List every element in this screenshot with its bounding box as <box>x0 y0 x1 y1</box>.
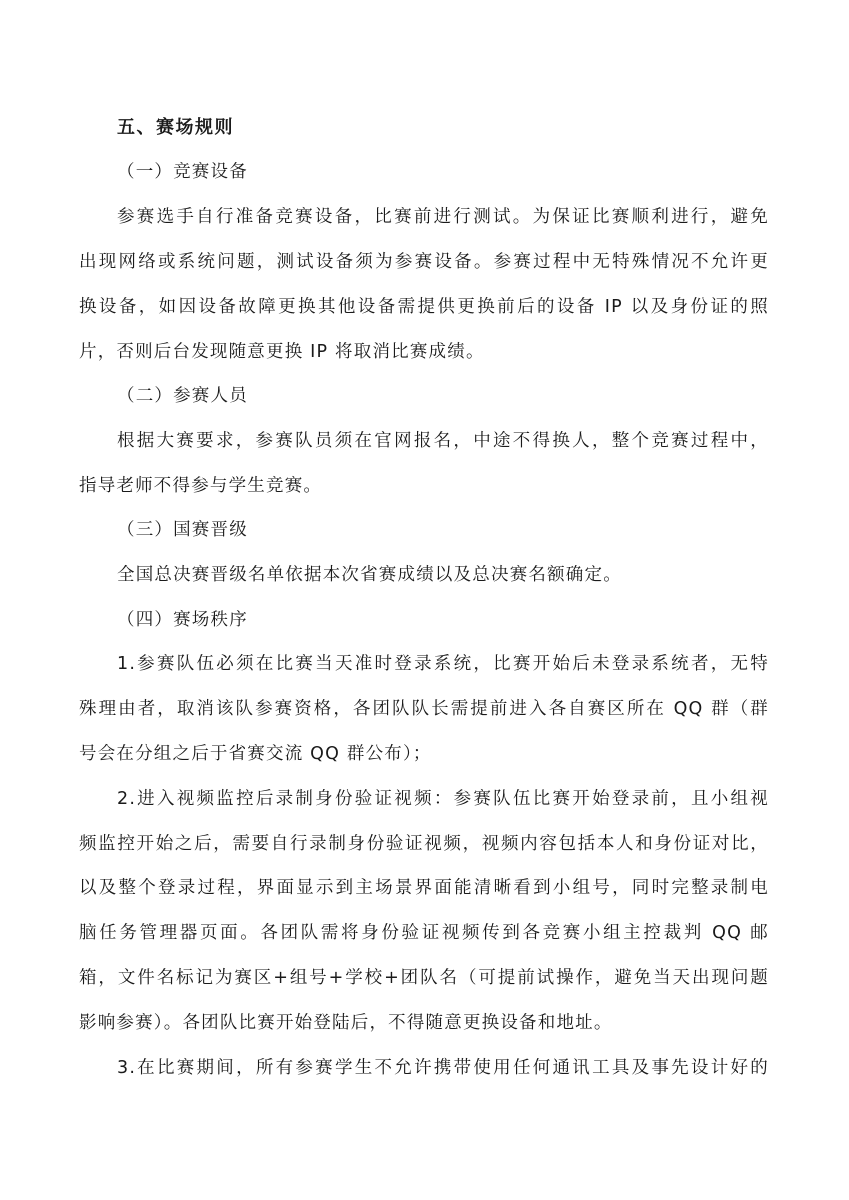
paragraph-line: 出现网络或系统问题，测试设备须为参赛设备。参赛过程中无特殊情况不允许更 <box>79 252 769 272</box>
list-item-line: 3.在比赛期间，所有参赛学生不允许携带使用任何通讯工具及事先设计好的 <box>117 1058 769 1078</box>
subsection-title-national: （三）国赛晋级 <box>117 520 248 540</box>
paragraph-line: 指导老师不得参与学生竞赛。 <box>79 476 323 496</box>
subsection-title-participants: （二）参赛人员 <box>117 386 248 406</box>
list-item-line: 箱，文件名标记为赛区+组号+学校+团队名（可提前试操作，避免当天出现问题 <box>79 968 769 988</box>
list-item-line: 影响参赛）。各团队比赛开始登陆后，不得随意更换设备和地址。 <box>79 1013 613 1033</box>
list-item-line: 2.进入视频监控后录制身份验证视频：参赛队伍比赛开始登录前，且小组视 <box>117 789 769 809</box>
list-item-line: 号会在分组之后于省赛交流 QQ 群公布）； <box>79 744 432 764</box>
subsection-title-equipment: （一）竞赛设备 <box>117 162 248 182</box>
list-item-line: 脑任务管理器页面。各团队需将身份验证视频传到各竞赛小组主控裁判 QQ 邮 <box>79 923 769 943</box>
subsection-title-order: （四）赛场秩序 <box>117 610 248 630</box>
list-item-line: 殊理由者，取消该队参赛资格，各团队队长需提前进入各自赛区所在 QQ 群（群 <box>79 699 769 719</box>
paragraph-line: 换设备，如因设备故障更换其他设备需提供更换前后的设备 IP 以及身份证的照 <box>79 297 769 317</box>
paragraph-line: 全国总决赛晋级名单依据本次省赛成绩以及总决赛名额确定。 <box>117 565 622 585</box>
paragraph-line: 根据大赛要求，参赛队员须在官网报名，中途不得换人，整个竞赛过程中， <box>117 431 769 451</box>
section-heading: 五、赛场规则 <box>117 117 234 138</box>
list-item-line: 以及整个登录过程，界面显示到主场景界面能清晰看到小组号，同时完整录制电 <box>79 878 769 898</box>
paragraph-line: 片，否则后台发现随意更换 IP 将取消比赛成绩。 <box>79 342 485 362</box>
paragraph-line: 参赛选手自行准备竞赛设备，比赛前进行测试。为保证比赛顺利进行，避免 <box>117 207 769 227</box>
list-item-line: 频监控开始之后，需要自行录制身份验证视频，视频内容包括本人和身份证对比， <box>79 834 769 854</box>
list-item-line: 1.参赛队伍必须在比赛当天准时登录系统，比赛开始后未登录系统者，无特 <box>117 654 769 674</box>
